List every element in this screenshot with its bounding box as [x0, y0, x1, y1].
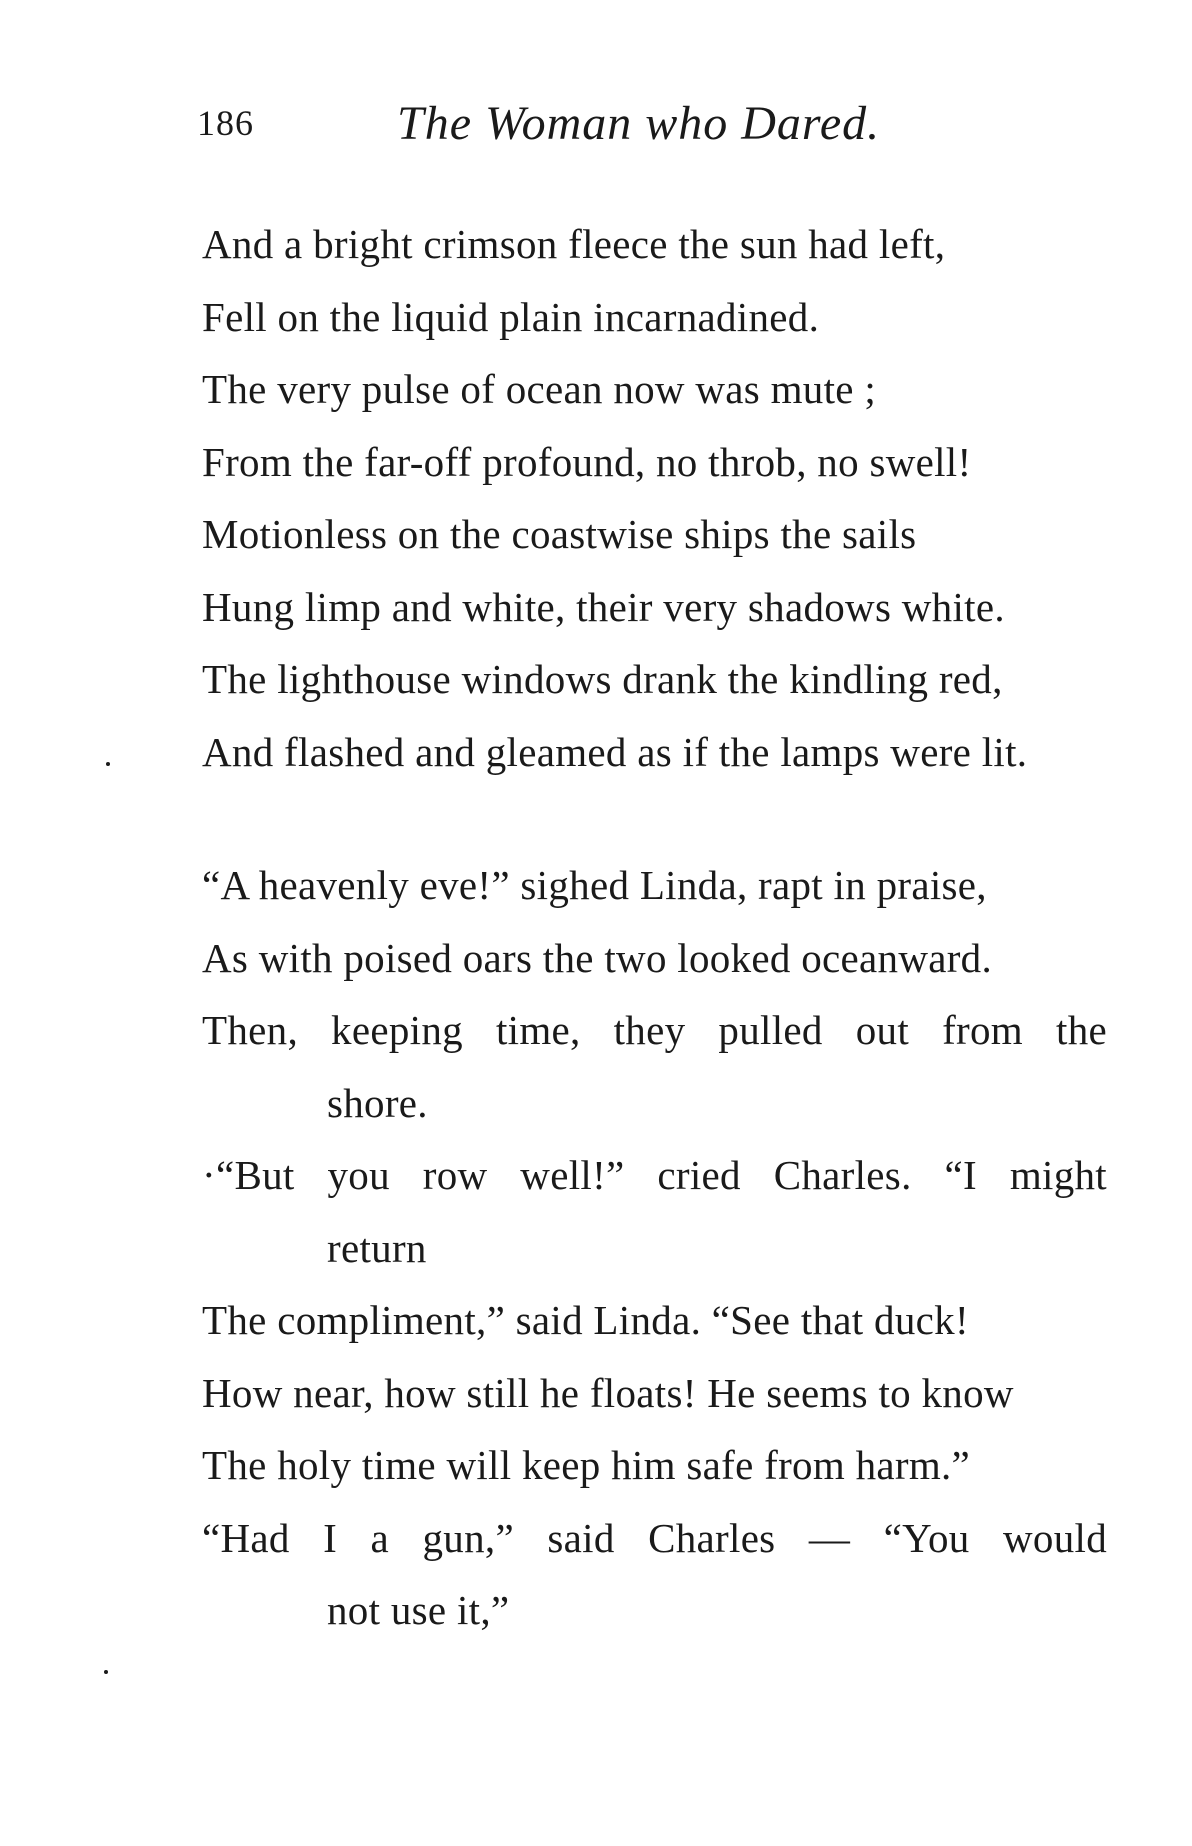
verse-line-continuation: return: [327, 1224, 427, 1271]
stanza-2: [202, 849, 1112, 1647]
verse-line: How near, how still he floats! He seems to know: [202, 1369, 1014, 1416]
ink-speck: [106, 762, 110, 766]
verse-line: ·“But you row well!” cried Charles. “I might: [202, 1152, 1107, 1198]
verse-line: Then, keeping time, they pulled out from the: [202, 1007, 1107, 1053]
verse-line-continuation: not use it,”: [327, 1587, 510, 1633]
ink-speck: [104, 1670, 108, 1674]
verse-line: The compliment,” said Linda. “See that duck!: [202, 1297, 969, 1343]
running-title: The Woman who Dared.: [397, 97, 881, 150]
verse-line: “A heavenly eve!” sighed Linda, rapt in praise,: [202, 862, 987, 908]
verse-line-continuation: shore.: [327, 1079, 428, 1126]
verse-line: The holy time will keep him safe from harm.”: [202, 1442, 971, 1488]
verse-line: The very pulse of ocean now was mute ;: [202, 366, 877, 412]
verse-line: From the far-off profound, no throb, no swell!: [202, 438, 972, 485]
verse-line: And flashed and gleamed as if the lamps were lit.: [202, 728, 1028, 775]
page-number: 186: [197, 103, 254, 143]
verse-line: “Had I a gun,” said Charles — “You would: [202, 1514, 1107, 1561]
verse-line: The lighthouse windows drank the kindling red,: [202, 656, 1003, 702]
running-head: [197, 96, 957, 166]
verse-line: Motionless on the coastwise ships the sails: [202, 511, 917, 557]
verse-line: Hung limp and white, their very shadows white.: [202, 583, 1005, 630]
verse-line: As with poised oars the two looked oceanward.: [202, 934, 993, 981]
stanza-1: [202, 208, 1112, 788]
verse-line: Fell on the liquid plain incarnadined.: [202, 293, 820, 340]
verse-line: And a bright crimson fleece the sun had left,: [202, 221, 946, 267]
